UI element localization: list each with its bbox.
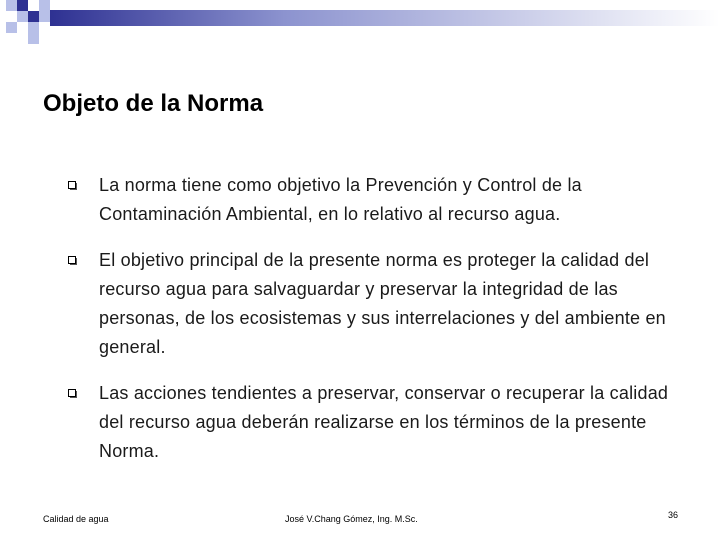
- deco-square: [17, 0, 28, 11]
- deco-square: [28, 22, 39, 33]
- bullet-text: Las acciones tendientes a preservar, conservar o recuperar la calidad del recurso agua deberán realizarse en los términos de la presente Norma.: [99, 383, 669, 461]
- deco-square: [39, 0, 50, 11]
- deco-square: [17, 11, 28, 22]
- bullet-text: La norma tiene como objetivo la Prevención y Control de la Contaminación Ambiental, en lo relativo al recurso agua.: [99, 175, 582, 224]
- deco-square: [6, 22, 17, 33]
- header-gradient-band: [50, 10, 720, 26]
- deco-square: [28, 33, 39, 44]
- bullet-item: [68, 379, 688, 466]
- hollow-square-bullet-icon: [68, 181, 77, 190]
- deco-square: [39, 11, 50, 22]
- footer-subject: Calidad de agua: [43, 514, 109, 524]
- deco-square: [28, 0, 39, 11]
- bullet-item: [68, 171, 688, 229]
- deco-square: [28, 11, 39, 22]
- deco-square: [17, 22, 28, 33]
- hollow-square-bullet-icon: [68, 256, 77, 265]
- slide-title: Objeto de la Norma: [43, 90, 264, 117]
- page-number: 36: [668, 510, 679, 520]
- bullet-item: [68, 246, 688, 362]
- bullet-text: El objetivo principal de la presente norma es proteger la calidad del recurso agua para salvaguardar y preservar la integridad de las personas, de los ecosistemas y sus interrelaciones y del ambiente en general.: [99, 250, 666, 357]
- hollow-square-bullet-icon: [68, 389, 77, 398]
- header-decoration: [0, 0, 720, 60]
- footer-author: José V.Chang Gómez, Ing. M.Sc.: [285, 514, 418, 524]
- deco-square: [6, 0, 17, 11]
- bullet-list: [68, 171, 688, 466]
